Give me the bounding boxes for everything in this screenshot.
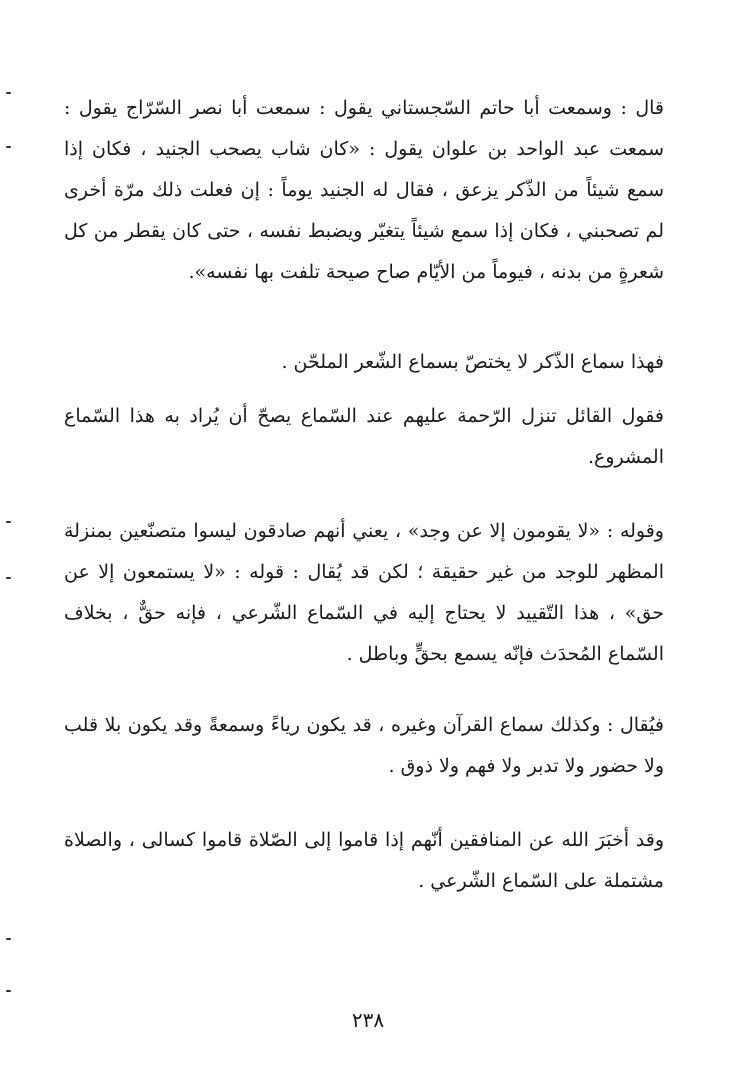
paragraph-hypocrites-prayer bbox=[64, 820, 664, 902]
paragraph-text: وقد أخبَرَ الله عن المنافقين أنّهم إذا قاموا إلى الصّلاة قاموا كسالى ، والصلاة مشتملة على السّماع الشّرعي . bbox=[64, 829, 664, 892]
scan-artifact-mark bbox=[6, 146, 11, 148]
scan-artifact-mark bbox=[6, 938, 11, 940]
paragraph-mercy-descends bbox=[64, 396, 664, 478]
scan-artifact-mark bbox=[6, 92, 11, 94]
paragraph-junayd-story bbox=[64, 88, 664, 293]
paragraph-text: قال : وسمعت أبا حاتم السّجستاني يقول : سمعت أبا نصر السّرّاج يقول : سمعت عبد الواحد بن علوان يقول : «كان شاب يصحب الجنيد ، فكان إذا سمع شيئاً من الذّكر يزعق ، فقال له الجنيد يوماً : إن فعلت ذلك مرّة أخرى لم تصحبني ، فكان إذا سمع شيئاً يتغيّر ويضبط نفسه ، حتى كان يقطر من كل شعرةٍ من بدنه ، فيوماً من الأيّام صاح صيحة تلفت بها نفسه». bbox=[64, 97, 664, 283]
paragraph-text: وقوله : «لا يقومون إلا عن وجد» ، يعني أنهم صادقون ليسوا متصنّعين بمنزلة المظهر للوجد من غير حقيقة ؛ لكن قد يُقال : قوله : «لا يستمعون إلا عن حق» ، هذا التّقييد لا يحتاج إليه في السّماع الشّرعي ، فإنه حقٌّ ، بخلاف السّماع المُحدَث فإنّه يسمع بحقٍّ وباطل . bbox=[64, 520, 664, 665]
scan-artifact-mark bbox=[6, 577, 11, 579]
paragraph-ecstasy-condition bbox=[64, 511, 664, 675]
paragraph-text: فهذا سماع الذّكر لا يختصّ بسماع الشّعر الملحّن . bbox=[281, 351, 664, 373]
paragraph-text: فقول القائل تنزل الرّحمة عليهم عند السّماع يصحّ أن يُراد به هذا السّماع المشروع. bbox=[64, 405, 664, 468]
paragraph-dhikr-listening bbox=[64, 342, 664, 383]
paragraph-quran-listening bbox=[64, 705, 664, 787]
scan-artifact-mark bbox=[6, 521, 11, 523]
page-number: ٢٣٨ bbox=[351, 1008, 385, 1032]
paragraph-text: فيُقال : وكذلك سماع القرآن وغيره ، قد يكون رياءً وسمعةً وقد يكون بلا قلب ولا حضور ولا تدبر ولا فهم ولا ذوق . bbox=[64, 714, 664, 777]
scan-artifact-mark bbox=[6, 990, 11, 992]
